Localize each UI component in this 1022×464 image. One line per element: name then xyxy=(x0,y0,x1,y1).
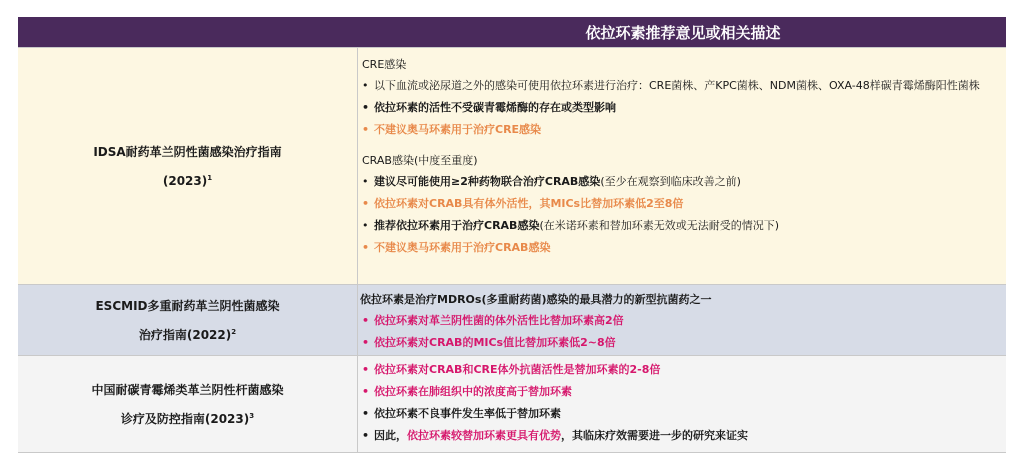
reference-mark: 2 xyxy=(231,327,237,336)
recommendation-cell xyxy=(358,356,1006,452)
list-item: • 依拉环素对CRAB具有体外活性，其MICs比替加环素低2至8倍 xyxy=(360,196,1006,212)
recommendation-cell xyxy=(358,285,1006,355)
header-title: 依拉环素推荐意见或相关描述 xyxy=(585,23,781,42)
list-item: • 推荐依拉环素用于治疗CRAB感染(在米诺环素和替加环素无效或无法耐受的情况下) xyxy=(360,218,1006,234)
section-title: CRE感染 xyxy=(362,58,407,71)
list-item: • 不建议奥马环素用于治疗CRAB感染 xyxy=(360,240,1006,256)
list-item: • 依拉环素对CRAB和CRE体外抗菌活性是替加环素的2-8倍 xyxy=(360,362,1006,378)
guideline-name: IDSA耐药革兰阴性菌感染治疗指南 $(2023)^1$ xyxy=(18,48,358,284)
list-item: • 依拉环素对革兰阴性菌的体外活性比替加环素高2倍 xyxy=(360,313,1006,329)
list-item: • 因此，依拉环素较替加环素更具有优势，其临床疗效需要进一步的研究来证实 xyxy=(360,428,1006,444)
header-empty-cell xyxy=(18,17,358,47)
section-title: CRAB感染(中度至重度) xyxy=(362,154,478,167)
list-item: • 建议尽可能使用≥2种药物联合治疗CRAB感染(至少在观察到临床改善之前) xyxy=(360,174,1006,190)
lead-statement: 依拉环素是治疗MDROs(多重耐药菌)感染的最具潜力的新型抗菌药之一 xyxy=(360,293,712,306)
guideline-name: 中国耐碳青霉烯类革兰阴性杆菌感染 诊疗及防控指南$(2023)^3$ xyxy=(18,356,358,452)
list-item: • 依拉环素不良事件发生率低于替加环素 xyxy=(360,406,1006,422)
table-header xyxy=(18,17,1006,48)
list-item: • 不建议奥马环素用于治疗CRE感染 xyxy=(360,122,1006,138)
list-item: • 依拉环素的活性不受碳青霉烯酶的存在或类型影响 xyxy=(360,100,1006,116)
reference-mark: 1 xyxy=(207,173,213,182)
table-row xyxy=(18,356,1006,453)
table-row xyxy=(18,48,1006,285)
list-item: • 依拉环素在肺组织中的浓度高于替加环素 xyxy=(360,384,1006,400)
table-row xyxy=(18,285,1006,356)
list-item: • 以下血流或泌尿道之外的感染可使用依拉环素进行治疗：CRE菌株、产KPC菌株、NDM菌株、OXA-48样碳青霉烯酶阳性菌株 xyxy=(360,78,1006,94)
recommendation-cell xyxy=(358,48,1006,284)
reference-mark: 3 xyxy=(249,411,255,420)
list-item: • 依拉环素对CRAB的MICs值比替加环素低2~8倍 xyxy=(360,335,1006,351)
guideline-name: ESCMID多重耐药革兰阴性菌感染 治疗指南$(2022)^2$ xyxy=(18,285,358,355)
guideline-table xyxy=(18,17,1006,453)
